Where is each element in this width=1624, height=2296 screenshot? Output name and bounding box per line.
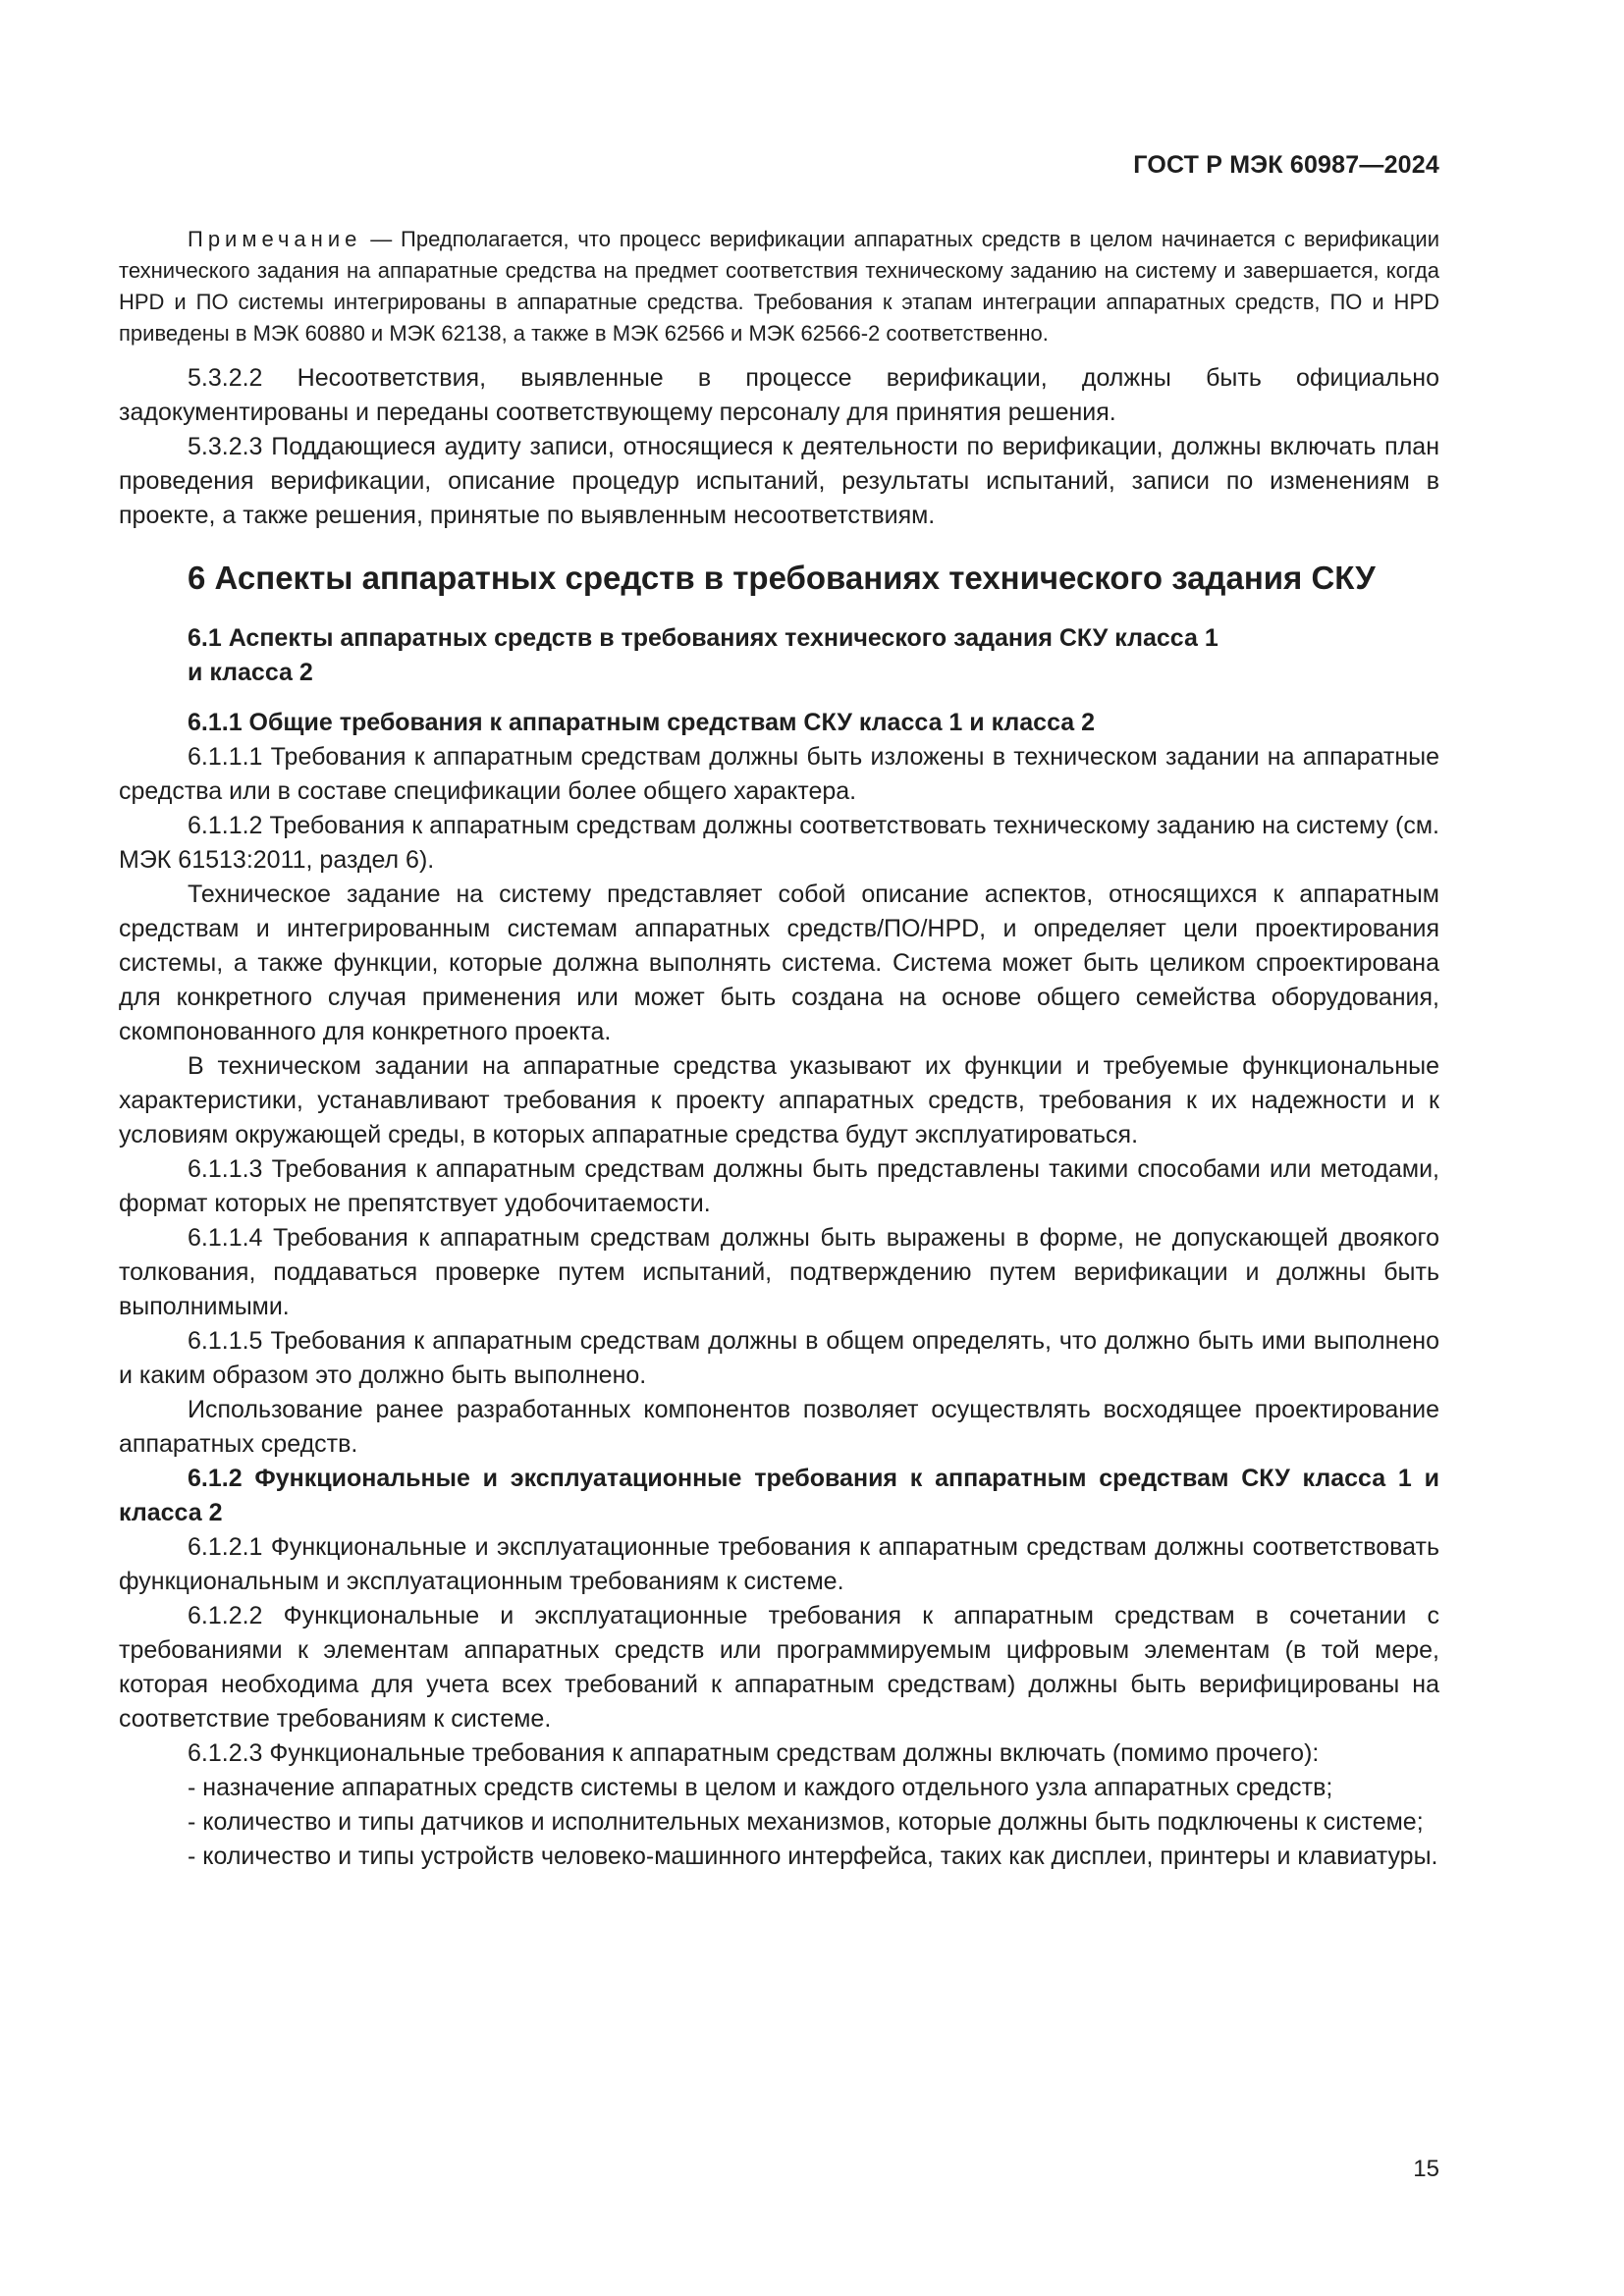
section-6-heading: 6 Аспекты аппаратных средств в требованиях технического задания СКУ (188, 560, 1376, 596)
section-6-1-heading-line1: 6.1 Аспекты аппаратных средств в требованиях технического задания СКУ класса 1 (188, 624, 1218, 652)
section-6-1-heading-line2: и класса 2 (188, 659, 313, 686)
section-6-1-1-heading: 6.1.1 Общие требования к аппаратным средствам СКУ класса 1 и класса 2 (188, 709, 1096, 736)
note-label: Примечание (188, 227, 362, 251)
section-6-1-heading (119, 621, 1439, 690)
paragraph-6-1-1-2: 6.1.1.2 Требования к аппаратным средствам должны соответствовать техническому заданию на систему (см. МЭК 61513:2011, раздел 6). (119, 812, 1439, 874)
document-id-header: ГОСТ Р МЭК 60987—2024 (1133, 151, 1439, 179)
paragraph-6-1-2-2: 6.1.2.2 Функциональные и эксплуатационные требования к аппаратным средствам в сочетании с требованиями к элементам аппаратных средств или программируемым цифровым элементам (в той мере, которая необходима для учета всех требований к аппаратным средствам) должны быть верифицированы на соответствие требованиям к системе. (119, 1602, 1439, 1733)
paragraph-previously-developed: Использование ранее разработанных компонентов позволяет осуществлять восходящее проектирование аппаратных средств. (119, 1396, 1439, 1458)
paragraph-5-3-2-2: 5.3.2.2 Несоответствия, выявленные в процессе верификации, должны быть официально задокументированы и переданы соответствующему персоналу для принятия решения. (119, 364, 1439, 426)
page-body (119, 224, 1439, 1874)
paragraph-6-1-1-3: 6.1.1.3 Требования к аппаратным средствам должны быть представлены такими способами или методами, формат которых не препятствует удобочитаемости. (119, 1155, 1439, 1217)
paragraph-6-1-1-1: 6.1.1.1 Требования к аппаратным средствам должны быть изложены в техническом задании на аппаратные средства или в составе спецификации более общего характера. (119, 743, 1439, 805)
paragraph-5-3-2-3: 5.3.2.3 Поддающиеся аудиту записи, относящиеся к деятельности по верификации, должны включать план проведения верификации, описание процедур испытаний, результаты испытаний, записи по изменениям в проекте, а также решения, принятые по выявленным несоответствиям. (119, 433, 1439, 529)
paragraph-6-1-2-3: 6.1.2.3 Функциональные требования к аппаратным средствам должны включать (помимо прочего): (188, 1739, 1320, 1767)
page-number: 15 (1413, 2156, 1439, 2182)
paragraph-system-spec: Техническое задание на систему представляет собой описание аспектов, относящихся к аппаратным средствам и интегрированным системам аппаратных средств/ПО/HPD, и определяет цели проектирования системы, а также функции, которые должна выполнять система. Система может быть целиком спроектирована для конкретного случая применения или может быть создана на основе общего семейства оборудования, скомпонованного для конкретного проекта. (119, 881, 1439, 1045)
paragraph-6-1-1-4: 6.1.1.4 Требования к аппаратным средствам должны быть выражены в форме, не допускающей двоякого толкования, поддаваться проверке путем испытаний, подтверждению путем верификации и должны быть выполнимыми. (119, 1224, 1439, 1320)
list-item: - количество и типы датчиков и исполнительных механизмов, которые должны быть подключены к системе; (188, 1808, 1424, 1836)
section-6-1-2-heading: 6.1.2 Функциональные и эксплуатационные требования к аппаратным средствам СКУ класса 1 и класса 2 (119, 1465, 1439, 1526)
paragraph-6-1-2-1: 6.1.2.1 Функциональные и эксплуатационные требования к аппаратным средствам должны соответствовать функциональным и эксплуатационным требованиям к системе. (119, 1533, 1439, 1595)
note-text: — Предполагается, что процесс верификации аппаратных средств в целом начинается с верификации технического задания на аппаратные средства на предмет соответствия техническому заданию на систему и завершается, когда HPD и ПО системы интегрированы в аппаратные средства. Требования к этапам интеграции аппаратных средств, ПО и HPD приведены в МЭК 60880 и МЭК 62138, а также в МЭК 62566 и МЭК 62566-2 соответственно. (119, 227, 1439, 346)
paragraph-6-1-1-5: 6.1.1.5 Требования к аппаратным средствам должны в общем определять, что должно быть ими выполнено и каким образом это должно быть выполнено. (119, 1327, 1439, 1389)
list-item: - назначение аппаратных средств системы в целом и каждого отдельного узла аппаратных средств; (188, 1774, 1333, 1801)
paragraph-hardware-spec: В техническом задании на аппаратные средства указывают их функции и требуемые функциональные характеристики, устанавливают требования к проекту аппаратных средств, требования к их надежности и к условиям окружающей среды, в которых аппаратные средства будут эксплуатироваться. (119, 1052, 1439, 1148)
list-item: - количество и типы устройств человеко-машинного интерфейса, таких как дисплеи, принтеры и клавиатуры. (188, 1842, 1438, 1870)
note-paragraph (119, 224, 1439, 349)
